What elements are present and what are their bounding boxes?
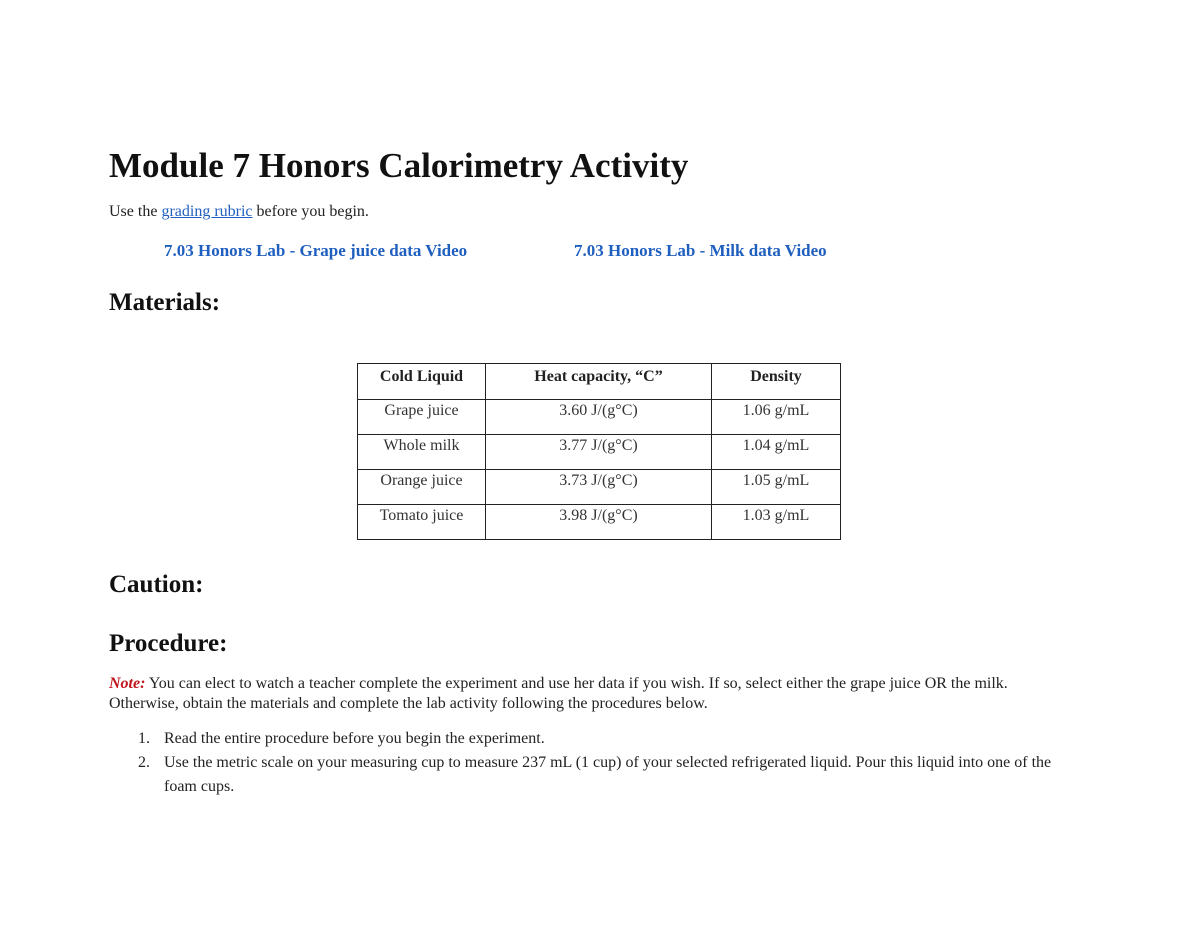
header-cold-liquid: Cold Liquid xyxy=(358,364,486,400)
note-paragraph xyxy=(109,674,1079,714)
list-item xyxy=(109,727,1079,751)
heat-capacity-cell: 3.60 J/(g°C) xyxy=(486,400,712,435)
materials-table xyxy=(357,363,841,540)
note-text: You can elect to watch a teacher complete the experiment and use her data if you wish. If so, select either the grape juice OR the milk. Otherwise, obtain the materials and complete the lab activity following the procedures below. xyxy=(109,675,1008,712)
intro-prefix: Use the xyxy=(109,203,162,220)
heat-capacity-cell: 3.73 J/(g°C) xyxy=(486,470,712,505)
density-cell: 1.05 g/mL xyxy=(712,470,841,505)
table-row xyxy=(358,505,841,540)
step-text: Use the metric scale on your measuring cup to measure 237 mL (1 cup) of your selected refrigerated liquid. Pour this liquid into one of the foam cups. xyxy=(164,754,1052,795)
materials-heading: Materials: xyxy=(109,289,221,316)
density-cell: 1.03 g/mL xyxy=(712,505,841,540)
procedure-heading: Procedure: xyxy=(109,630,228,657)
liquid-cell: Orange juice xyxy=(358,470,486,505)
caution-heading: Caution: xyxy=(109,571,204,598)
header-density: Density xyxy=(712,364,841,400)
table-row xyxy=(358,470,841,505)
procedure-steps xyxy=(109,727,1079,799)
table-header-row xyxy=(358,364,841,400)
heat-capacity-cell: 3.98 J/(g°C) xyxy=(486,505,712,540)
note-label: Note: xyxy=(109,675,146,692)
step-number: 2. xyxy=(138,754,150,771)
step-number: 1. xyxy=(138,730,150,747)
liquid-cell: Tomato juice xyxy=(358,505,486,540)
table-row xyxy=(358,435,841,470)
table-row xyxy=(358,400,841,435)
intro-text xyxy=(109,203,369,221)
grading-rubric-link[interactable]: grading rubric xyxy=(161,203,253,220)
liquid-cell: Grape juice xyxy=(358,400,486,435)
header-heat-capacity: Heat capacity, “C” xyxy=(486,364,712,400)
grape-juice-video-link[interactable]: 7.03 Honors Lab - Grape juice data Video xyxy=(164,241,468,260)
liquid-cell: Whole milk xyxy=(358,435,486,470)
heat-capacity-cell: 3.77 J/(g°C) xyxy=(486,435,712,470)
step-text: Read the entire procedure before you begin the experiment. xyxy=(164,730,545,747)
intro-suffix: before you begin. xyxy=(252,203,369,220)
milk-video-link[interactable]: 7.03 Honors Lab - Milk data Video xyxy=(574,241,827,260)
list-item xyxy=(109,751,1079,799)
density-cell: 1.06 g/mL xyxy=(712,400,841,435)
density-cell: 1.04 g/mL xyxy=(712,435,841,470)
page-title: Module 7 Honors Calorimetry Activity xyxy=(109,146,689,185)
